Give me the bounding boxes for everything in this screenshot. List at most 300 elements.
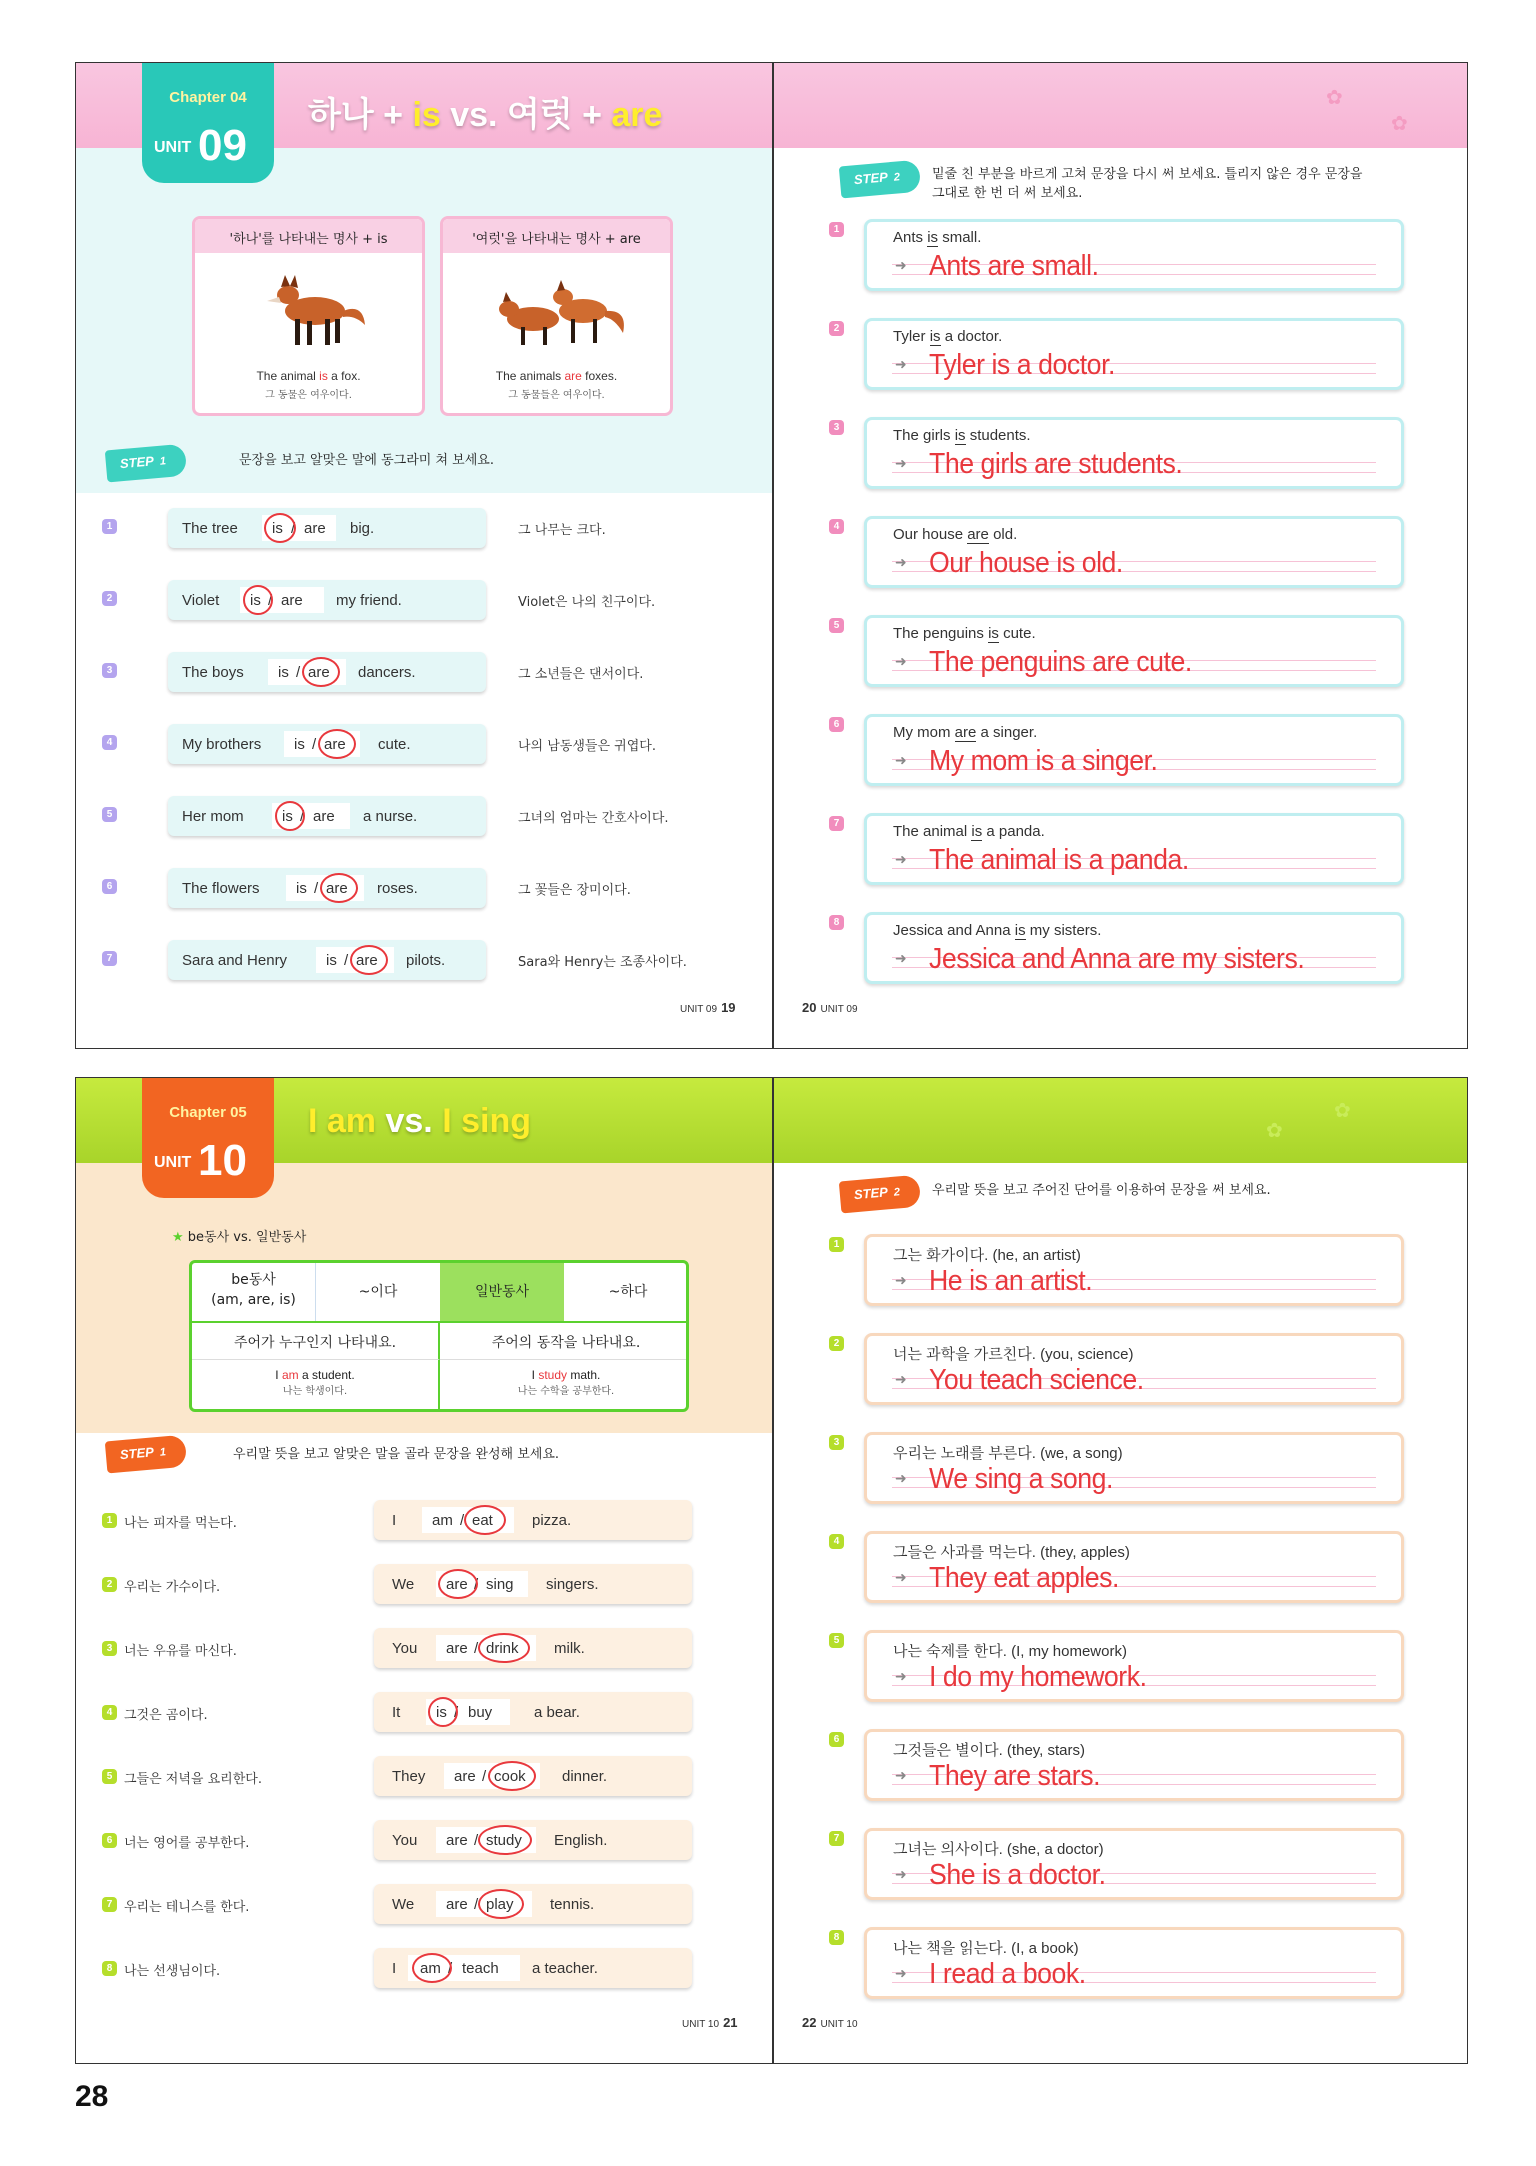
item-number: 8 [829,915,844,930]
option-1[interactable]: is [282,808,293,825]
src-underlined: is [971,823,983,840]
page-unit: UNIT 10 [682,2019,720,2030]
row-rest: a teacher. [532,1960,598,1977]
option-2[interactable]: are [356,952,378,969]
row-rest: big. [350,520,375,537]
answer-text[interactable]: The penguins are cute. [929,646,1192,678]
answer-text[interactable]: Tyler is a doctor. [929,349,1115,381]
example-verb: is [319,369,328,383]
step1-instruction: 우리말 뜻을 보고 알맞은 말을 골라 문장을 완성해 보세요. [233,1447,560,1462]
row-rest: cute. [378,736,411,753]
chapter-label: Chapter 04 [169,89,247,106]
prompt-text: 나는 숙제를 한다. (I, my homework) [893,1643,1127,1660]
answer-text[interactable]: She is a doctor. [929,1859,1106,1891]
prompt-text: 나는 책을 읽는다. (I, a book) [893,1940,1079,1957]
option-2[interactable]: cook [494,1768,526,1785]
src-text: Our house [893,526,968,543]
answer-text[interactable]: I read a book. [929,1958,1086,1990]
write-box [864,1333,1404,1405]
item-number: 7 [102,951,117,966]
item-number: 6 [829,717,844,732]
ex-text: math. [567,1368,601,1382]
title-part: I am [308,1102,377,1140]
write-box [864,1630,1404,1702]
page-unit: UNIT 09 [820,1004,858,1015]
choice-row: You are / drink milk. [374,1628,692,1668]
arrow-icon: ➜ [895,1471,907,1487]
example-translation: 나는 학생이다. [282,1386,348,1397]
step1-badge [105,1435,187,1474]
src-text: small. [938,229,982,246]
prompt-text: 너는 과학을 가르친다. (you, science) [893,1346,1134,1363]
row-korean: 나는 선생님이다. [124,1964,221,1979]
step-label: STEP [853,169,889,188]
row-rest: pilots. [406,952,446,969]
option-2[interactable]: are [324,736,346,753]
source-sentence [893,724,1037,741]
source-sentence [893,526,1017,543]
row-subject: Violet [182,592,220,609]
item-number: 5 [102,807,117,822]
star-icon: ★ [172,1230,184,1245]
page-num: 22 [802,2015,817,2030]
item-number: 3 [102,663,117,678]
fox-icon [443,253,670,363]
grammar-table [189,1260,689,1412]
write-box [864,1828,1404,1900]
choice-row: The tree is / are big. [168,508,486,548]
item-number: 6 [829,1732,844,1747]
title-part: 하나 + [308,96,413,134]
src-text: My mom [893,724,955,741]
row-rest: dancers. [358,664,416,681]
src-text: The penguins [893,625,989,642]
src-text: a doctor. [940,328,1003,345]
row-translation: 그 소년들은 댄서이다. [518,667,644,682]
rewrite-box [864,516,1404,588]
option-1[interactable]: is [294,736,305,753]
page-num: 19 [721,1000,736,1015]
answer-text[interactable]: The animal is a panda. [929,844,1189,876]
option-1[interactable]: are [446,1832,468,1849]
table-example-be [192,1359,440,1412]
write-box [864,1432,1404,1504]
choice-row: You are / study English. [374,1820,692,1860]
title-part: I sing [442,1102,532,1140]
flower-icon: ✿ [1391,111,1408,135]
src-text: Jessica and Anna [893,922,1015,939]
option-1[interactable]: is [436,1704,447,1721]
option-2[interactable]: buy [468,1704,493,1721]
row-subject: The boys [182,664,244,681]
example-translation: 나는 수학을 공부한다. [517,1386,615,1397]
row-subject: It [392,1704,401,1721]
answer-text[interactable]: They eat apples. [929,1562,1119,1594]
src-underlined: are [954,724,977,741]
page-title [308,87,662,136]
answer-text[interactable]: I do my homework. [929,1661,1147,1693]
row-rest: tennis. [550,1896,595,1913]
flower-icon: ✿ [1326,85,1343,109]
answer-text[interactable]: My mom is a singer. [929,745,1158,777]
write-box [864,1729,1404,1801]
grammar-subtitle [172,1226,306,1245]
rewrite-box [864,417,1404,489]
table-head-meaning2: ~하다 [608,1284,648,1300]
item-number: 1 [829,222,844,237]
unit9-spread [75,62,1468,1049]
ex-text: I [275,1368,282,1382]
row-rest: a nurse. [363,808,418,825]
page-number-left [682,2015,742,2030]
option-2[interactable]: drink [486,1640,519,1657]
answer-text[interactable]: You teach science. [929,1364,1144,1396]
row-subject: Her mom [182,808,244,825]
option-2[interactable]: study [486,1832,522,1849]
row-rest: a bear. [534,1704,580,1721]
choice-row: Her mom is / are a nurse. [168,796,486,836]
row-korean: 우리는 테니스를 한다. [124,1900,250,1915]
page-unit: UNIT 09 [680,1004,718,1015]
option-1[interactable]: is [272,520,283,537]
write-box [864,1531,1404,1603]
option-2[interactable]: are [281,592,303,609]
rewrite-box [864,318,1404,390]
answer-circle [478,1889,524,1919]
answer-circle [350,945,388,975]
src-text: my sisters. [1025,922,1102,939]
row-rest: my friend. [336,592,402,609]
option-2[interactable]: play [486,1896,514,1913]
title-part: vs. [376,1102,443,1140]
arrow-icon: ➜ [895,1273,907,1289]
card-translation: 그 동물은 여우이다. [265,390,352,401]
arrow-icon: ➜ [895,1570,907,1586]
src-text: old. [988,526,1018,543]
step-label: STEP [853,1184,889,1203]
row-korean: 우리는 가수이다. [124,1580,221,1595]
item-number: 3 [829,420,844,435]
ex-verb: study [538,1368,567,1382]
arrow-icon: ➜ [895,753,907,769]
option-1[interactable]: is [278,664,289,681]
option-1[interactable]: is [250,592,261,609]
table-head-general: 일반동사 [440,1263,564,1321]
row-subject: You [392,1832,418,1849]
rule-card-plural [440,216,673,416]
unit-number: 10 [198,1136,247,1185]
instr-line: 밑줄 친 부분을 바르게 고쳐 문장을 다시 써 보세요. 틀리지 않은 경우 문장을 [932,167,1363,182]
unit-word: UNIT [154,139,192,156]
option-2[interactable]: sing [486,1576,514,1593]
card-heading: '여럿'을 나타내는 명사 + are [443,219,670,253]
answer-circle [438,1569,478,1599]
table-head-be [192,1263,316,1321]
item-number: 2 [102,591,117,606]
table-desc-general: 주어의 동작을 나타내요. [440,1321,689,1359]
row-rest: milk. [554,1640,585,1657]
row-subject: We [392,1896,415,1913]
item-number: 6 [102,1833,117,1848]
step2-list [772,63,1468,1048]
rewrite-box [864,912,1404,984]
page-num: 21 [723,2015,738,2030]
page-title [308,1102,531,1141]
arrow-icon: ➜ [895,555,907,571]
row-rest: roses. [377,880,418,897]
example-sentence [440,1368,689,1382]
card-example [443,369,670,383]
option-2[interactable]: are [326,880,348,897]
src-underlined: is [988,625,999,642]
option-1[interactable]: am [420,1960,441,1977]
example-text: foxes. [581,369,618,383]
src-underlined: is [927,229,939,246]
row-rest: pizza. [532,1512,572,1529]
row-korean: 나는 피자를 먹는다. [124,1516,237,1531]
unit-badge [142,1078,274,1198]
option-1[interactable]: is [326,952,337,969]
step-label: STEP [119,1444,155,1463]
item-number: 7 [102,1897,117,1912]
answer-circle [275,801,305,831]
fox-icon [195,253,422,363]
flower-icon: ✿ [1334,1098,1351,1122]
item-number: 5 [829,618,844,633]
src-text: The girls [893,427,955,444]
table-desc-be: 주어가 누구인지 나타내요. [192,1321,440,1359]
row-subject: The flowers [182,880,260,897]
src-text: Ants [893,229,928,246]
choice-row: The flowers is / are roses. [168,868,486,908]
item-number: 4 [102,735,117,750]
option-2[interactable]: eat [472,1512,493,1529]
row-subject: We [392,1576,415,1593]
step-number: 2 [893,1186,901,1199]
item-number: 2 [829,1336,844,1351]
unit10-spread [75,1077,1468,2064]
row-subject: You [392,1640,418,1657]
option-2[interactable]: are [304,520,326,537]
answer-circle [488,1761,536,1791]
row-translation: Violet은 나의 친구이다. [518,595,656,610]
row-translation: Sara와 Henry는 조종사이다. [518,955,687,970]
answer-text[interactable]: Our house is old. [929,547,1123,579]
item-number: 1 [102,519,117,534]
source-sentence [893,922,1101,939]
item-number: 5 [102,1769,117,1784]
answer-text[interactable]: We sing a song. [929,1463,1113,1495]
option-1[interactable]: are [446,1896,468,1913]
src-text: cute. [998,625,1036,642]
option-2[interactable]: are [313,808,335,825]
document-page-number: 28 [75,2080,109,2113]
answer-text[interactable]: Ants are small. [929,250,1099,282]
choice-row: We are / play tennis. [374,1884,692,1924]
prompt-text: 그들은 사과를 먹는다. (they, apples) [893,1544,1130,1561]
row-subject: They [392,1768,426,1785]
item-number: 4 [829,1534,844,1549]
unit-word: UNIT [154,1154,192,1171]
row-korean: 그것은 곰이다. [124,1708,208,1723]
answer-circle [302,657,340,687]
ex-text: I [531,1368,539,1382]
page-num: 20 [802,1000,817,1015]
source-sentence [893,328,1002,345]
rewrite-box [864,615,1404,687]
example-text: a fox. [327,369,361,383]
src-text: students. [965,427,1031,444]
choice-row: The boys is / are dancers. [168,652,486,692]
arrow-icon: ➜ [895,1867,907,1883]
answer-circle [243,585,273,615]
head-line: be동사 [231,1272,276,1288]
source-sentence [893,625,1036,642]
option-1[interactable]: is [296,880,307,897]
choice-row: Sara and Henry is / are pilots. [168,940,486,980]
title-part: vs. 여럿 + [440,96,612,134]
row-subject: The tree [182,520,238,537]
item-number: 7 [829,1831,844,1846]
item-number: 5 [829,1633,844,1648]
title-part: are [611,96,663,134]
choice-row: I am / teach a teacher. [374,1948,692,1988]
step-number: 1 [159,1446,167,1459]
prompt-text: 그녀는 의사이다. (she, a doctor) [893,1841,1104,1858]
answer-circle [428,1697,458,1727]
write-box [864,1927,1404,1999]
src-text: Tyler [893,328,930,345]
src-text: The animal [893,823,972,840]
answer-text[interactable]: The girls are students. [929,448,1183,480]
choice-row: I am / eat pizza. [374,1500,692,1540]
src-underlined: is [954,427,966,444]
choice-row: It is / buy a bear. [374,1692,692,1732]
answer-circle [478,1825,532,1855]
row-translation: 그녀의 엄마는 간호사이다. [518,811,669,826]
table-example-general [440,1359,689,1412]
row-rest: dinner. [562,1768,608,1785]
row-korean: 너는 우유를 마신다. [124,1644,237,1659]
answer-text[interactable]: Jessica and Anna are my sisters. [929,943,1305,975]
item-number: 8 [102,1961,117,1976]
page-number-left [680,1000,740,1015]
prompt-text: 그는 화가이다. (he, an artist) [893,1247,1081,1264]
arrow-icon: ➜ [895,1768,907,1784]
foxes-image [443,253,670,363]
arrow-icon: ➜ [895,951,907,967]
item-number: 1 [829,1237,844,1252]
example-text: The animals [495,369,565,383]
answer-circle [478,1633,530,1663]
row-subject: My brothers [182,736,262,753]
src-underlined: is [1014,922,1026,939]
item-number: 2 [829,321,844,336]
src-text: a panda. [982,823,1045,840]
example-text: The animal [256,369,320,383]
page-number-right [802,1000,858,1015]
option-1[interactable]: am [432,1512,453,1529]
item-number: 7 [829,816,844,831]
fox-image [195,253,422,363]
source-sentence [893,823,1045,840]
row-rest: singers. [546,1576,599,1593]
rewrite-box [864,813,1404,885]
instr-line: 그대로 한 번 더 써 보세요. [932,186,1083,201]
example-verb: are [564,369,582,383]
row-subject: Sara and Henry [182,952,288,969]
src-text: a singer. [976,724,1038,741]
item-number: 4 [102,1705,117,1720]
rewrite-box [864,219,1404,291]
option-1[interactable]: are [446,1576,468,1593]
answer-circle [464,1505,506,1535]
rule-card-singular [192,216,425,416]
row-rest: English. [554,1832,608,1849]
answer-circle [264,513,296,543]
step2-list [772,1078,1468,2063]
item-number: 4 [829,519,844,534]
step1-instruction: 문장을 보고 알맞은 말에 동그라미 쳐 보세요. [239,453,494,468]
rewrite-box [864,714,1404,786]
answer-text[interactable]: They are stars. [929,1760,1101,1792]
src-underlined: is [929,328,941,345]
subtitle-text: be동사 vs. 일반동사 [187,1230,307,1245]
choice-row: Violet is / are my friend. [168,580,486,620]
flower-icon: ✿ [1266,1118,1283,1142]
arrow-icon: ➜ [895,357,907,373]
prompt-text: 우리는 노래를 부른다. (we, a song) [893,1445,1123,1462]
arrow-icon: ➜ [895,1372,907,1388]
answer-text[interactable]: He is an artist. [929,1265,1093,1297]
ex-verb: am [281,1368,299,1382]
option-2[interactable]: are [308,664,330,681]
row-translation: 그 꽃들은 장미이다. [518,883,631,898]
unit-number: 09 [198,121,247,170]
prompt-text: 그것들은 별이다. (they, stars) [893,1742,1086,1759]
row-subject: I [392,1512,397,1529]
option-2[interactable]: teach [462,1960,499,1977]
choice-row: My brothers is / are cute. [168,724,486,764]
option-1[interactable]: are [454,1768,476,1785]
row-korean: 너는 영어를 공부한다. [124,1836,250,1851]
source-sentence [893,229,981,246]
row-subject: I [392,1960,397,1977]
card-heading: '하나'를 나타내는 명사 + is [195,219,422,253]
item-number: 3 [829,1435,844,1450]
step-number: 1 [159,455,167,468]
src-underlined: are [967,526,989,543]
choice-row: They are / cook dinner. [374,1756,692,1796]
arrow-icon: ➜ [895,654,907,670]
item-number: 3 [102,1641,117,1656]
option-1[interactable]: are [446,1640,468,1657]
arrow-icon: ➜ [895,1669,907,1685]
answer-circle [412,1953,452,1983]
choice-row: We are / sing singers. [374,1564,692,1604]
page-unit: UNIT 10 [820,2019,858,2030]
arrow-icon: ➜ [895,1966,907,1982]
step-label: STEP [119,453,155,472]
answer-circle [320,873,358,903]
ex-text: a student. [298,1368,355,1382]
item-number: 6 [102,879,117,894]
page-number-right [802,2015,858,2030]
head-line: (am, are, is) [211,1292,296,1308]
row-korean: 그들은 저녁을 요리한다. [124,1772,262,1787]
unit-badge [142,63,274,183]
card-translation: 그 동물들은 여우이다. [508,390,605,401]
